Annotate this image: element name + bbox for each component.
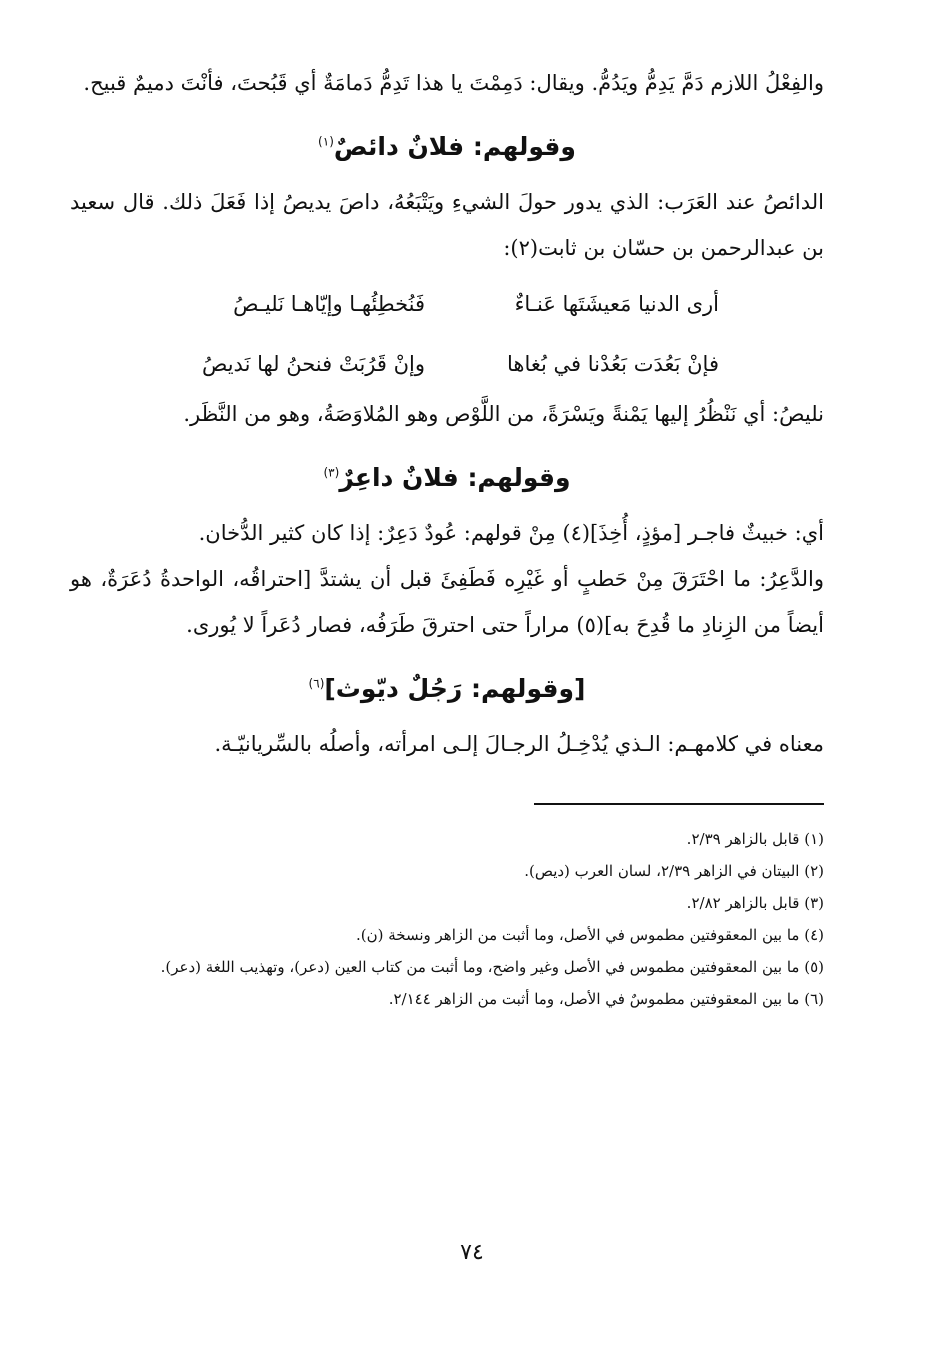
- section-heading: [70, 674, 824, 703]
- verse-first-hemistich: فإنْ بَعُدَت بَعُدْنا في بُغاها: [507, 352, 719, 376]
- footnote-divider: [534, 803, 824, 805]
- verse-second-hemistich: وإنْ قَرُبَتْ فنحنُ لها نَديصُ: [201, 352, 425, 376]
- body-paragraph: معناه في كلامهـم: الـذي يُدْخِـلُ الرجـالَ إلـى امرأته، وأصلُه بالسِّريانيّـة.: [214, 732, 824, 756]
- footnote-item: (٤) ما بين المعقوفتين مطموس في الأصل، وما أثبت من الزاهر ونسخة (ن).: [355, 926, 824, 944]
- section-heading: [70, 132, 824, 161]
- body-paragraph: الدائصُ عند العَرَب: الذي يدور حولَ الشيءِ ويَتْبَعُهُ، داصَ يديصُ إذا فَعَلَ ذلك. قال سعيد بن عبدالرحمن بن حسّان بن ثابت(٢):: [70, 190, 824, 260]
- verse-second-hemistich: فَنُخطِئُهـا وإيّاهـا نَليـصُ: [233, 292, 425, 316]
- footnote-item: (٦) ما بين المعقوفتين مطموسٌ في الأصل، وما أثبت من الزاهر ٢/١٤٤.: [388, 990, 824, 1008]
- poem-verse: [70, 337, 824, 391]
- footnote-item: (٣) قابل بالزاهر ٢/٨٢.: [686, 894, 824, 912]
- footnote-item: (٥) ما بين المعقوفتين مطموس في الأصل وغير واضح، وما أثبت من كتاب العين (دعر)، وتهذيب اللغة (دعر).: [160, 958, 824, 976]
- heading-text: وقولهم: فلانٌ دائصٌ: [333, 132, 576, 161]
- footnote-ref: (٦): [308, 676, 325, 691]
- heading-text: [وقولهم: رَجُلٌ ديّوث]: [324, 674, 586, 703]
- body-paragraph: والفِعْلُ اللازم دَمَّ يَدِمُّ ويَدُمُّ. ويقال: دَمِمْتَ يا هذا تَدِمُّ دَمامَةٌ أي قَبُحتَ، فأنْتَ دميمٌ قبيح.: [83, 71, 824, 95]
- footnote-ref: (١): [318, 134, 334, 149]
- footnote-item: (١) قابل بالزاهر ٢/٣٩.: [686, 830, 824, 848]
- footnotes-list: [70, 823, 824, 1015]
- footnote-ref: (٣): [323, 465, 340, 480]
- page-number: ٧٤: [460, 1240, 484, 1265]
- book-page: [70, 60, 824, 1309]
- body-paragraph: أي: خبيثٌ فاجـر [مؤذٍ، أُخِذَ](٤) مِنْ قولهم: عُودٌ دَعِرٌ: إذا كان كثير الدُّخان.: [198, 521, 824, 545]
- body-paragraph: والدَّعِرُ: ما احْتَرَقَ مِنْ حَطبٍ أو غَيْرِه فَطَفِئَ قبل أن يشتدَّ [احتراقُه، الواحدةُ دُعَرَةٌ، هو أيضاً من الزِنادِ ما قُدِحَ به](٥) مراراً حتى احترقَ طَرَفُه، فصار دُعَراً لا يُورى.: [70, 567, 824, 637]
- verse-first-hemistich: أرى الدنيا مَعيشَتَها عَنـاءٌ: [514, 292, 719, 316]
- poem-verse: [70, 277, 824, 331]
- section-heading: [70, 463, 824, 492]
- heading-text: وقولهم: فلانٌ داعِرٌ: [339, 463, 571, 492]
- body-paragraph: نليصُ: أي نَنْظُرُ إليها يَمْنةً ويَسْرَةً، من اللَّوْص وهو المُلاوَصَةُ، وهو من النَّظَر.: [183, 402, 824, 426]
- footnote-item: (٢) البيتان في الزاهر ٢/٣٩، لسان العرب (ديص).: [524, 862, 824, 880]
